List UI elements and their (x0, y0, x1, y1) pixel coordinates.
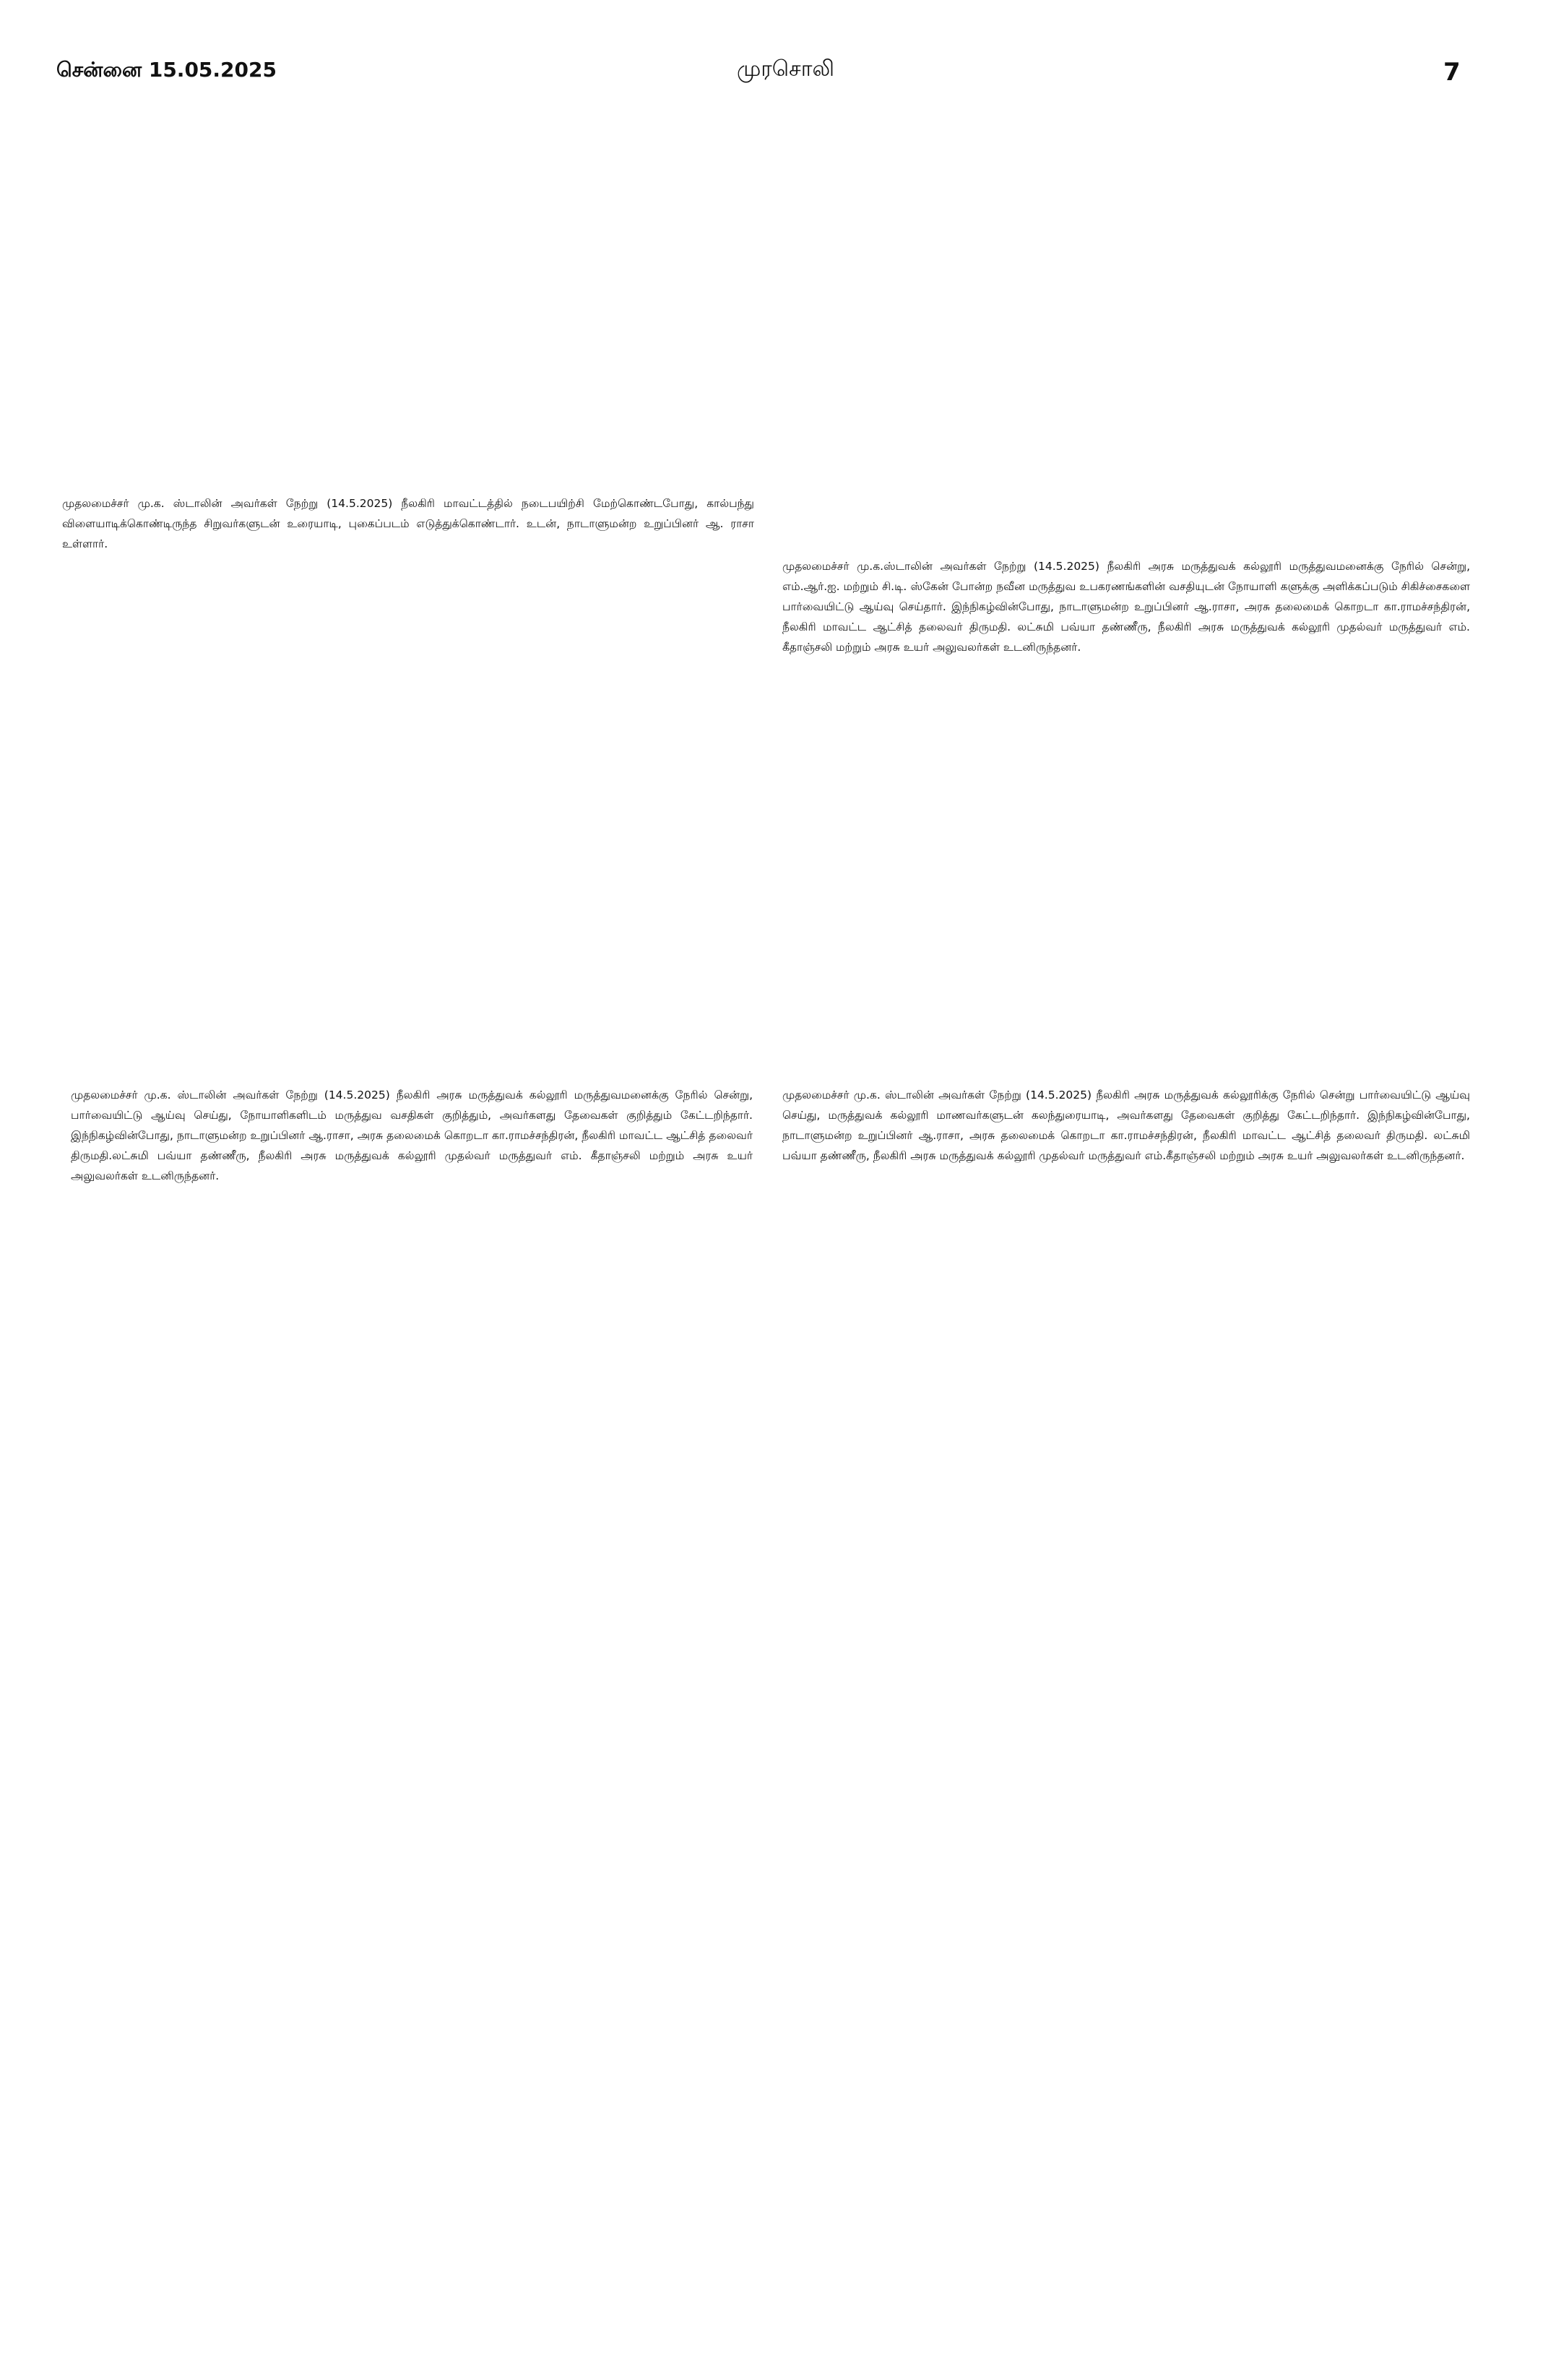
photo-caption-students: முதலமைச்சர் மு.க. ஸ்டாலின் அவர்கள் நேற்று (14.5.2025) நீலகிரி அரசு மருத்துவக் கல்லூரிக்கு நேரில் சென்று பார்வையிட்டு ஆய்வு செய்து, மருத்துவக் கல்லூரி மாணவர்களுடன் கலந்துரையாடி, அவர்களது தேவைகள் குறித்து கேட்டறிந்தார். இந்நிகழ்வின்போது, நாடாளுமன்ற உறுப்பினர் ஆ.ராசா, அரசு தலைமைக் கொறடா கா.ராமச்சந்திரன், நீலகிரி மாவட்ட ஆட்சித் தலைவர் திருமதி. லட்சுமி பவ்யா தண்ணீரு, நீலகிரி அரசு மருத்துவக் கல்லூரி முதல்வர் மருத்துவர் எம்.கீதாஞ்சலி மற்றும் அரசு உயர் அலுவலர்கள் உடனிருந்தனர். (782, 1089, 1470, 1162)
masthead-title: முரசொலி (737, 56, 834, 82)
page-number: 7 (1443, 58, 1461, 87)
photo-caption-walk: முதலமைச்சர் மு.க. ஸ்டாலின் அவர்கள் நேற்று (14.5.2025) நீலகிரி மாவட்டத்தில் நடைபயிற்சி மேற்கொண்டபோது, கால்பந்து விளையாடிக்கொண்டிருந்த சிறுவர்களுடன் உரையாடி, புகைப்படம் எடுத்துக்கொண்டார். உடன், நாடாளுமன்ற உறுப்பினர் ஆ. ராசா உள்ளார். (62, 497, 754, 550)
photo-caption-scan-inspection: முதலமைச்சர் மு.க.ஸ்டாலின் அவர்கள் நேற்று (14.5.2025) நீலகிரி அரசு மருத்துவக் கல்லூரி மருத்துவமனைக்கு நேரில் சென்று, எம்.ஆர்.ஐ. மற்றும் சி.டி. ஸ்கேன் போன்ற நவீன மருத்துவ உபகரணங்களின் வசதியுடன் நோயாளி களுக்கு அளிக்கப்படும் சிகிச்சைகளை பார்வையிட்டு ஆய்வு செய்தார். இந்நிகழ்வின்போது, நாடாளுமன்ற உறுப்பினர் ஆ.ராசா, அரசு தலைமைக் கொறடா கா.ராமச்சந்திரன், நீலகிரி மாவட்ட ஆட்சித் தலைவர் திருமதி. லட்சுமி பவ்யா தண்ணீரு, நீலகிரி அரசு மருத்துவக் கல்லூரி முதல்வர் மருத்துவர் எம். கீதாஞ்சலி மற்றும் அரசு உயர் அலுவலர்கள் உடனிருந்தனர். (782, 560, 1470, 654)
photo-caption-patients: முதலமைச்சர் மு.க. ஸ்டாலின் அவர்கள் நேற்று (14.5.2025) நீலகிரி அரசு மருத்துவக் கல்லூரி மருத்துவமனைக்கு நேரில் சென்று, பார்வையிட்டு ஆய்வு செய்து, நோயாளிகளிடம் மருத்துவ வசதிகள் குறித்தும், அவர்களது தேவைகள் குறித்தும் கேட்டறிந்தார். இந்நிகழ்வின்போது, நாடாளுமன்ற உறுப்பினர் ஆ.ராசா, அரசு தலைமைக் கொறடா கா.ராமச்சந்திரன், நீலகிரி மாவட்ட ஆட்சித் தலைவர் திருமதி.லட்சுமி பவ்யா தண்ணீரு, நீலகிரி அரசு மருத்துவக் கல்லூரி முதல்வர் மருத்துவர் எம். கீதாஞ்சலி மற்றும் அரசு உயர் அலுவலர்கள் உடனிருந்தனர். (71, 1089, 753, 1182)
date-line: சென்னை 15.05.2025 (56, 58, 277, 82)
